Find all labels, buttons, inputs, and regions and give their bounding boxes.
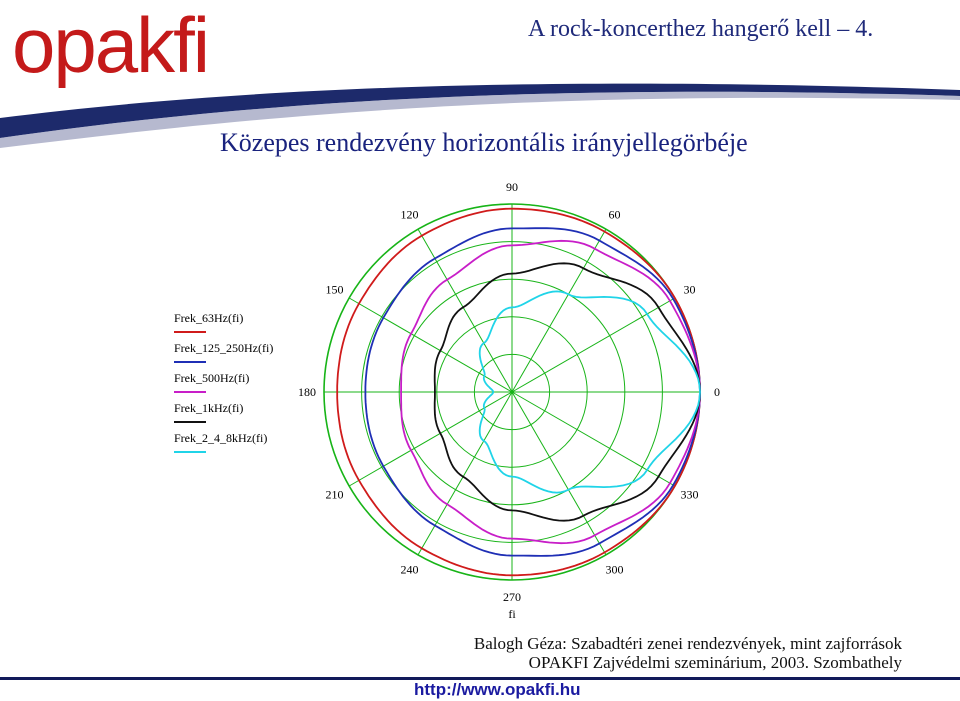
angle-tick-label: 0 — [714, 385, 720, 399]
grid-spoke — [512, 229, 606, 392]
grid-spoke — [349, 298, 512, 392]
angle-tick-label: 300 — [605, 562, 624, 577]
legend-label: Frek_125_250Hz(fi) — [174, 341, 274, 355]
grid-spoke — [418, 392, 512, 555]
presentation-title: A rock-koncerthez hangerő kell – 4. — [528, 16, 874, 42]
angle-tick-label: 210 — [325, 487, 344, 502]
grid-spoke — [418, 229, 512, 392]
legend-label: Frek_63Hz(fi) — [174, 311, 244, 325]
angle-tick-label: 90 — [506, 180, 518, 194]
angle-tick-label: 30 — [683, 282, 696, 297]
angle-tick-label: 60 — [608, 207, 621, 222]
angle-axis-label: fi — [508, 607, 516, 621]
angle-tick-label: 120 — [400, 207, 419, 222]
angle-tick-label: 240 — [400, 562, 419, 577]
grid-spoke — [512, 392, 675, 486]
polar-chart — [160, 170, 740, 630]
slide-title: Közepes rendezvény horizontális irányjellegörbéje — [220, 128, 748, 157]
grid-spoke — [512, 392, 606, 555]
footer-url-link[interactable]: http://www.opakfi.hu — [414, 680, 581, 699]
source-credits — [474, 634, 902, 672]
grid-spoke — [512, 298, 675, 392]
angle-tick-label: 330 — [680, 487, 699, 502]
credit-line-1: Balogh Géza: Szabadtéri zenei rendezvények, mint zajforrások — [473, 634, 902, 653]
legend-label: Frek_2_4_8kHz(fi) — [174, 431, 268, 445]
angle-tick-label: 270 — [503, 590, 521, 604]
grid-spoke — [349, 392, 512, 486]
legend-label: Frek_500Hz(fi) — [174, 371, 250, 385]
svg-text:opakfi: opakfi — [12, 1, 209, 89]
legend-label: Frek_1kHz(fi) — [174, 401, 244, 415]
chart-legend — [174, 311, 273, 452]
angle-tick-label: 180 — [298, 385, 316, 399]
credit-line-2: OPAKFI Zajvédelmi szeminárium, 2003. Szombathely — [528, 653, 902, 672]
angle-tick-label: 150 — [325, 282, 344, 297]
